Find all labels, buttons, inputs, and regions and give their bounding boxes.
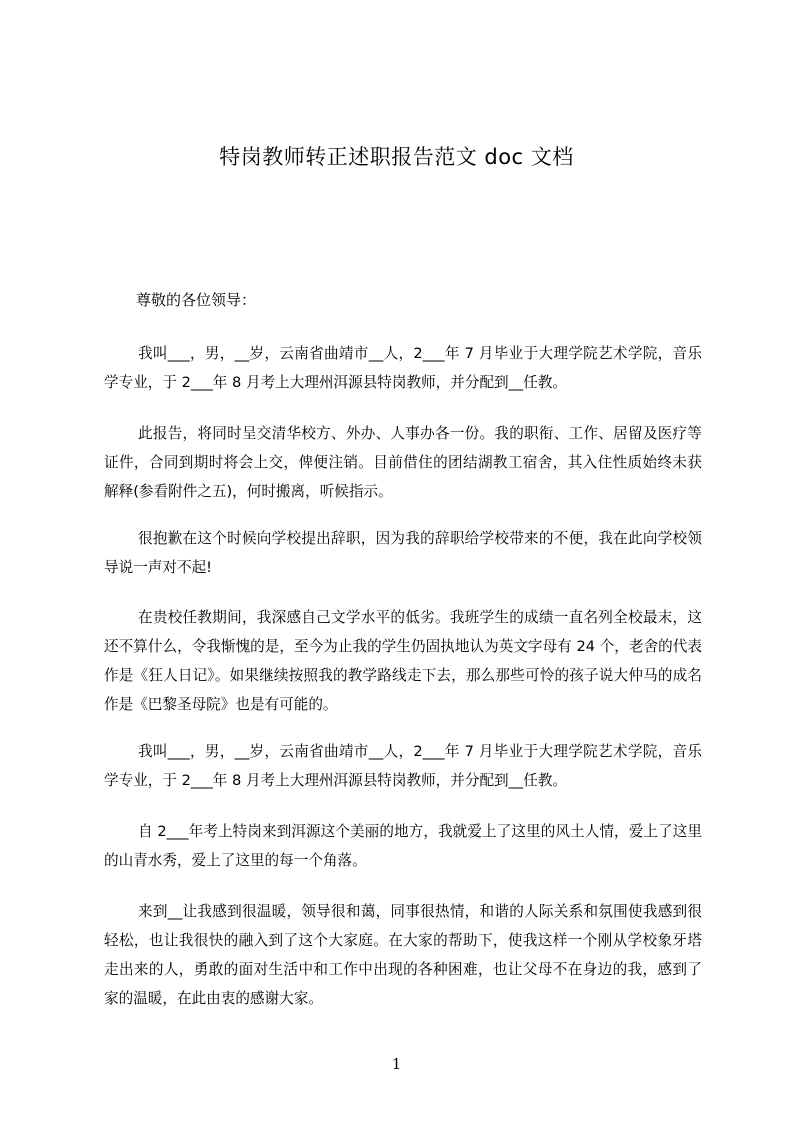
paragraph-gratitude: 来到__让我感到很温暖，领导很和蔼，同事很热情，和谐的人际关系和氛围使我感到很轻松，也让我很快的融入到了这个大家庭。在大家的帮助下，使我这样一个刚从学校象牙塔走出来的人，勇敢的面对生活中和工作中出现的各种困难，也让父母不在身边的我，感到了家的温暖，在此由衷的感谢大家。: [104, 903, 702, 1007]
paragraph-teaching: 在贵校任教期间，我深感自己文学水平的低劣。我班学生的成绩一直名列全校最末，这还不算什么，令我惭愧的是，至今为止我的学生仍固执地认为英文字母有 24 个，老舍的代表作是《狂人日记》。如果继续按照我的教学路线走下去，那么那些可怜的孩子说大仲马的成名作是《巴黎圣母院》也是有可能的。: [104, 609, 702, 713]
paragraph-apology: 很抱歉在这个时候向学校提出辞职，因为我的辞职给学校带来的不便，我在此向学校领导说一声对不起!: [104, 530, 702, 576]
document-title: 特岗教师转正述职报告范文 doc 文档: [219, 145, 574, 169]
paragraph-intro-repeat: 我叫___，男，__岁，云南省曲靖市__人，2___年 7 月毕业于大理学院艺术学院，音乐学专业，于 2___年 8 月考上大理州洱源县特岗教师，并分配到__任教。: [104, 743, 702, 789]
greeting: 尊敬的各位领导：: [136, 291, 257, 309]
paragraph-intro: 我叫___，男，__岁，云南省曲靖市__人，2___年 7 月毕业于大理学院艺术学院，音乐学专业，于 2___年 8 月考上大理州洱源县特岗教师，并分配到__任教。: [104, 345, 702, 391]
page-number: 1: [391, 1055, 402, 1073]
paragraph-love-eryuan: 自 2___年考上特岗来到洱源这个美丽的地方，我就爱上了这里的风土人情，爱上了这里的山青水秀，爱上了这里的每一个角落。: [104, 823, 702, 869]
paragraph-report: 此报告，将同时呈交清华校方、外办、人事办各一份。我的职衔、工作、居留及医疗等证件，合同到期时将会上交，俾便注销。目前借住的团结湖教工宿舍，其入住性质始终未获解释(参看附件之五)，何时搬离，听候指示。: [104, 425, 702, 500]
